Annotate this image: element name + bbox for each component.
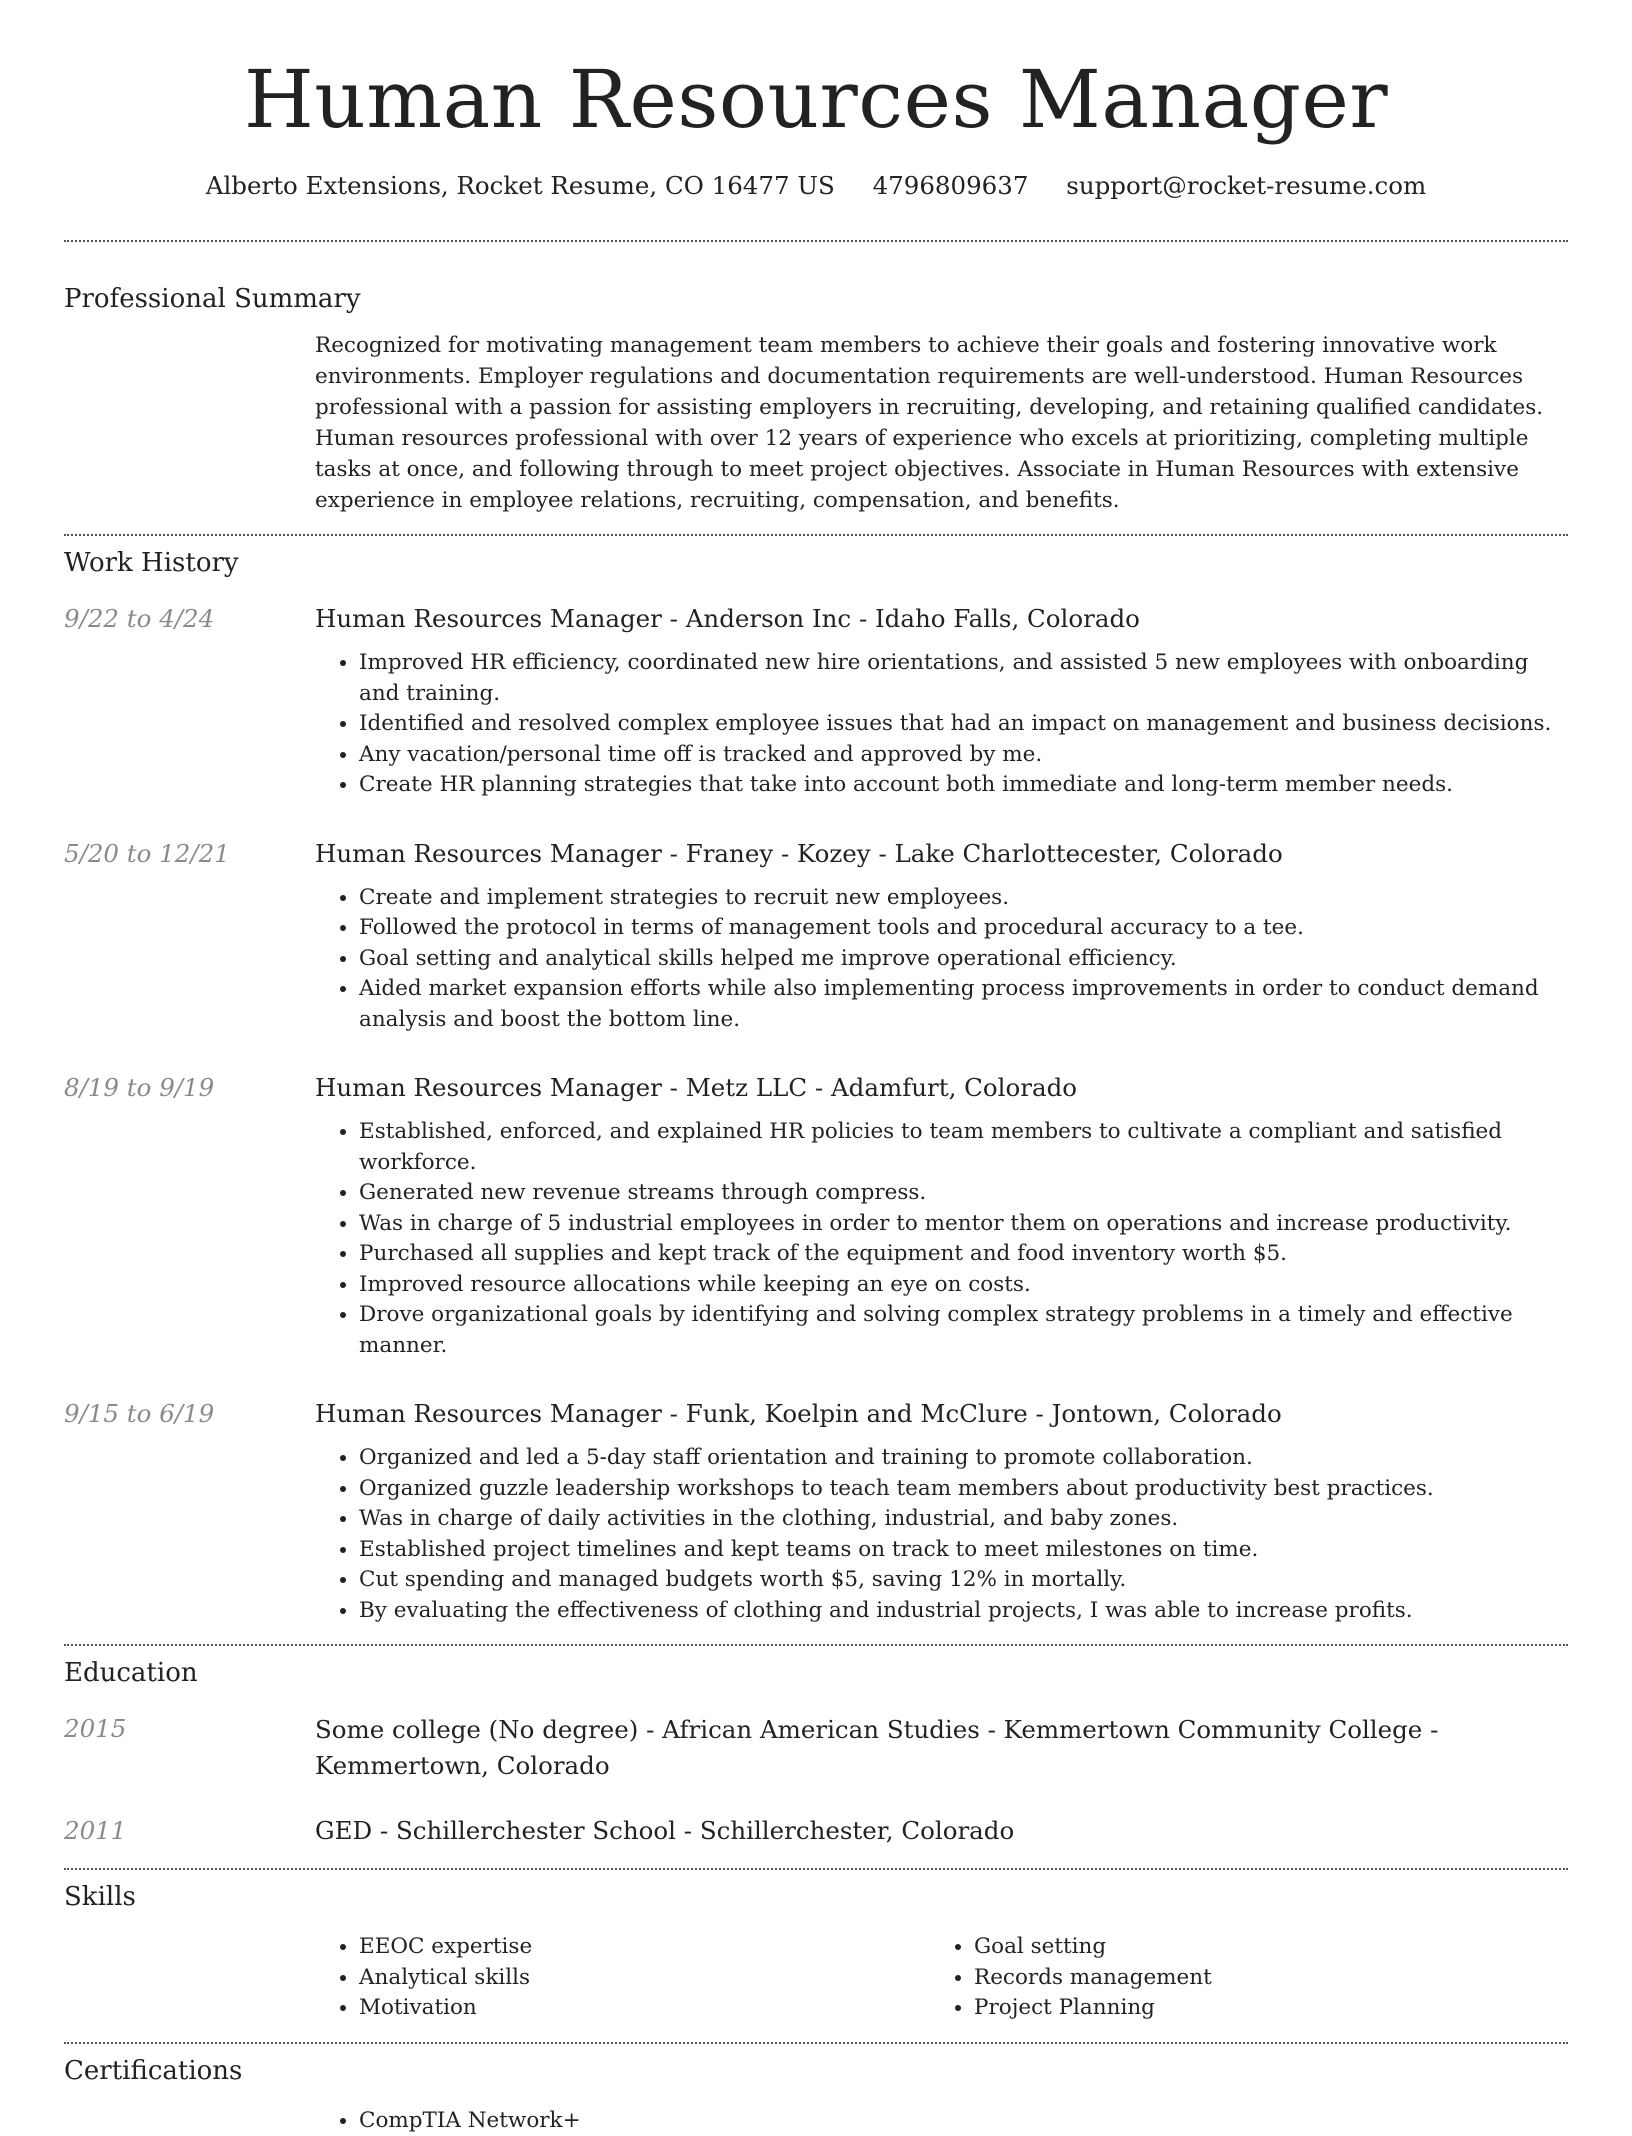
list-item: • Followed the protocol in terms of management tools and procedural accuracy to a tee. [359,913,1568,944]
job-dates: 9/22 to 4/24 [64,602,315,801]
resume-header [64,0,1568,202]
skills-grid [315,1932,1568,2024]
job-entry [64,837,1568,1036]
job-bullets [315,1443,1568,1626]
job-dates: 5/20 to 12/21 [64,837,315,1036]
education-section [64,1646,1568,1848]
list-item: • Create HR planning strategies that take into account both immediate and long-term member needs. [359,770,1568,801]
job-entry [64,1397,1568,1626]
section-title-summary: Professional Summary [64,282,1568,316]
skill-item: • Project Planning [974,1993,1545,2024]
list-item: • Any vacation/personal time off is tracked and approved by me. [359,740,1568,771]
section-title-certifications: Certifications [64,2054,1568,2088]
education-entry [64,1712,1568,1784]
skill-item: • Records management [974,1963,1545,1994]
job-dates: 9/15 to 6/19 [64,1397,315,1626]
job-title: Human Resources Manager - Franey - Kozey - Lake Charlottecester, Colorado [315,837,1568,871]
job-dates: 8/19 to 9/19 [64,1071,315,1361]
contact-address: Alberto Extensions, Rocket Resume, CO 16477 US [206,171,835,200]
work-history-section [64,536,1568,1626]
education-year: 2011 [64,1814,315,1848]
job-bullets [315,883,1568,1036]
contact-phone: 4796809637 [873,171,1029,200]
list-item: • Was in charge of 5 industrial employees in order to mentor them on operations and increase productivity. [359,1209,1568,1240]
list-item: • Aided market expansion efforts while also implementing process improvements in order to conduct demand analysis and boost the bottom line. [359,974,1568,1035]
skill-item: • EEOC expertise [359,1932,930,1963]
list-item: • Purchased all supplies and kept track of the equipment and food inventory worth $5. [359,1239,1568,1270]
list-item: • Drove organizational goals by identifying and solving complex strategy problems in a timely and effective manner. [359,1300,1568,1361]
education-entry [64,1814,1568,1848]
education-title: GED - Schillerchester School - Schillerchester, Colorado [315,1814,1568,1848]
list-item: • By evaluating the effectiveness of clothing and industrial projects, I was able to increase profits. [359,1596,1568,1627]
list-item: • Organized and led a 5-day staff orientation and training to promote collaboration. [359,1443,1568,1474]
job-title: Human Resources Manager - Metz LLC - Adamfurt, Colorado [315,1071,1568,1105]
list-item: • Identified and resolved complex employee issues that had an impact on management and business decisions. [359,709,1568,740]
list-item: • Established project timelines and kept teams on track to meet milestones on time. [359,1535,1568,1566]
skill-item: • Analytical skills [359,1963,930,1994]
skill-item: • Motivation [359,1993,930,2024]
certifications-section [64,2044,1568,2136]
list-item: • Create and implement strategies to recruit new employees. [359,883,1568,914]
job-entry [64,1071,1568,1361]
education-title: Some college (No degree) - African American Studies - Kemmertown Community College - Kemmertown, Colorado [315,1712,1568,1784]
education-year: 2015 [64,1712,315,1784]
section-title-education: Education [64,1656,1568,1690]
summary-text: Recognized for motivating management team members to achieve their goals and fostering innovative work environments. Employer regulations and documentation requirements are well-understood. Human Resources professional with a passion for assisting employers in recruiting, developing, and retaining qualified candidates. Human resources professional with over 12 years of experience who excels at prioritizing, completing multiple tasks at once, and following through to meet project objectives. Associate in Human Resources with extensive experience in employee relations, recruiting, compensation, and benefits. [315,330,1568,516]
list-item: • Improved HR efficiency, coordinated new hire orientations, and assisted 5 new employees with onboarding and training. [359,648,1568,709]
list-item: • Was in charge of daily activities in the clothing, industrial, and baby zones. [359,1504,1568,1535]
list-item: • Established, enforced, and explained HR policies to team members to cultivate a compliant and satisfied workforce. [359,1117,1568,1178]
job-bullets [315,1117,1568,1361]
contact-email: support@rocket-resume.com [1066,171,1426,200]
certifications-list [315,2106,1568,2136]
section-title-skills: Skills [64,1880,1568,1914]
list-item: • Generated new revenue streams through compress. [359,1178,1568,1209]
candidate-name: Human Resources Manager [64,0,1568,146]
job-bullets [315,648,1568,801]
skills-section [64,1870,1568,2024]
job-title: Human Resources Manager - Funk, Koelpin and McClure - Jontown, Colorado [315,1397,1568,1431]
job-title: Human Resources Manager - Anderson Inc - Idaho Falls, Colorado [315,602,1568,636]
skill-item: • Goal setting [974,1932,1545,1963]
list-item: • Goal setting and analytical skills helped me improve operational efficiency. [359,944,1568,975]
list-item: • Organized guzzle leadership workshops to teach team members about productivity best practices. [359,1474,1568,1505]
skills-column-left [315,1932,930,2024]
skills-column-right [930,1932,1545,2024]
certification-item: • CompTIA Network+ [359,2106,1568,2136]
job-entry [64,602,1568,801]
section-title-work-history: Work History [64,546,1568,580]
list-item: • Cut spending and managed budgets worth $5, saving 12% in mortally. [359,1565,1568,1596]
list-item: • Improved resource allocations while keeping an eye on costs. [359,1270,1568,1301]
contact-line [64,170,1568,202]
summary-section [64,242,1568,516]
